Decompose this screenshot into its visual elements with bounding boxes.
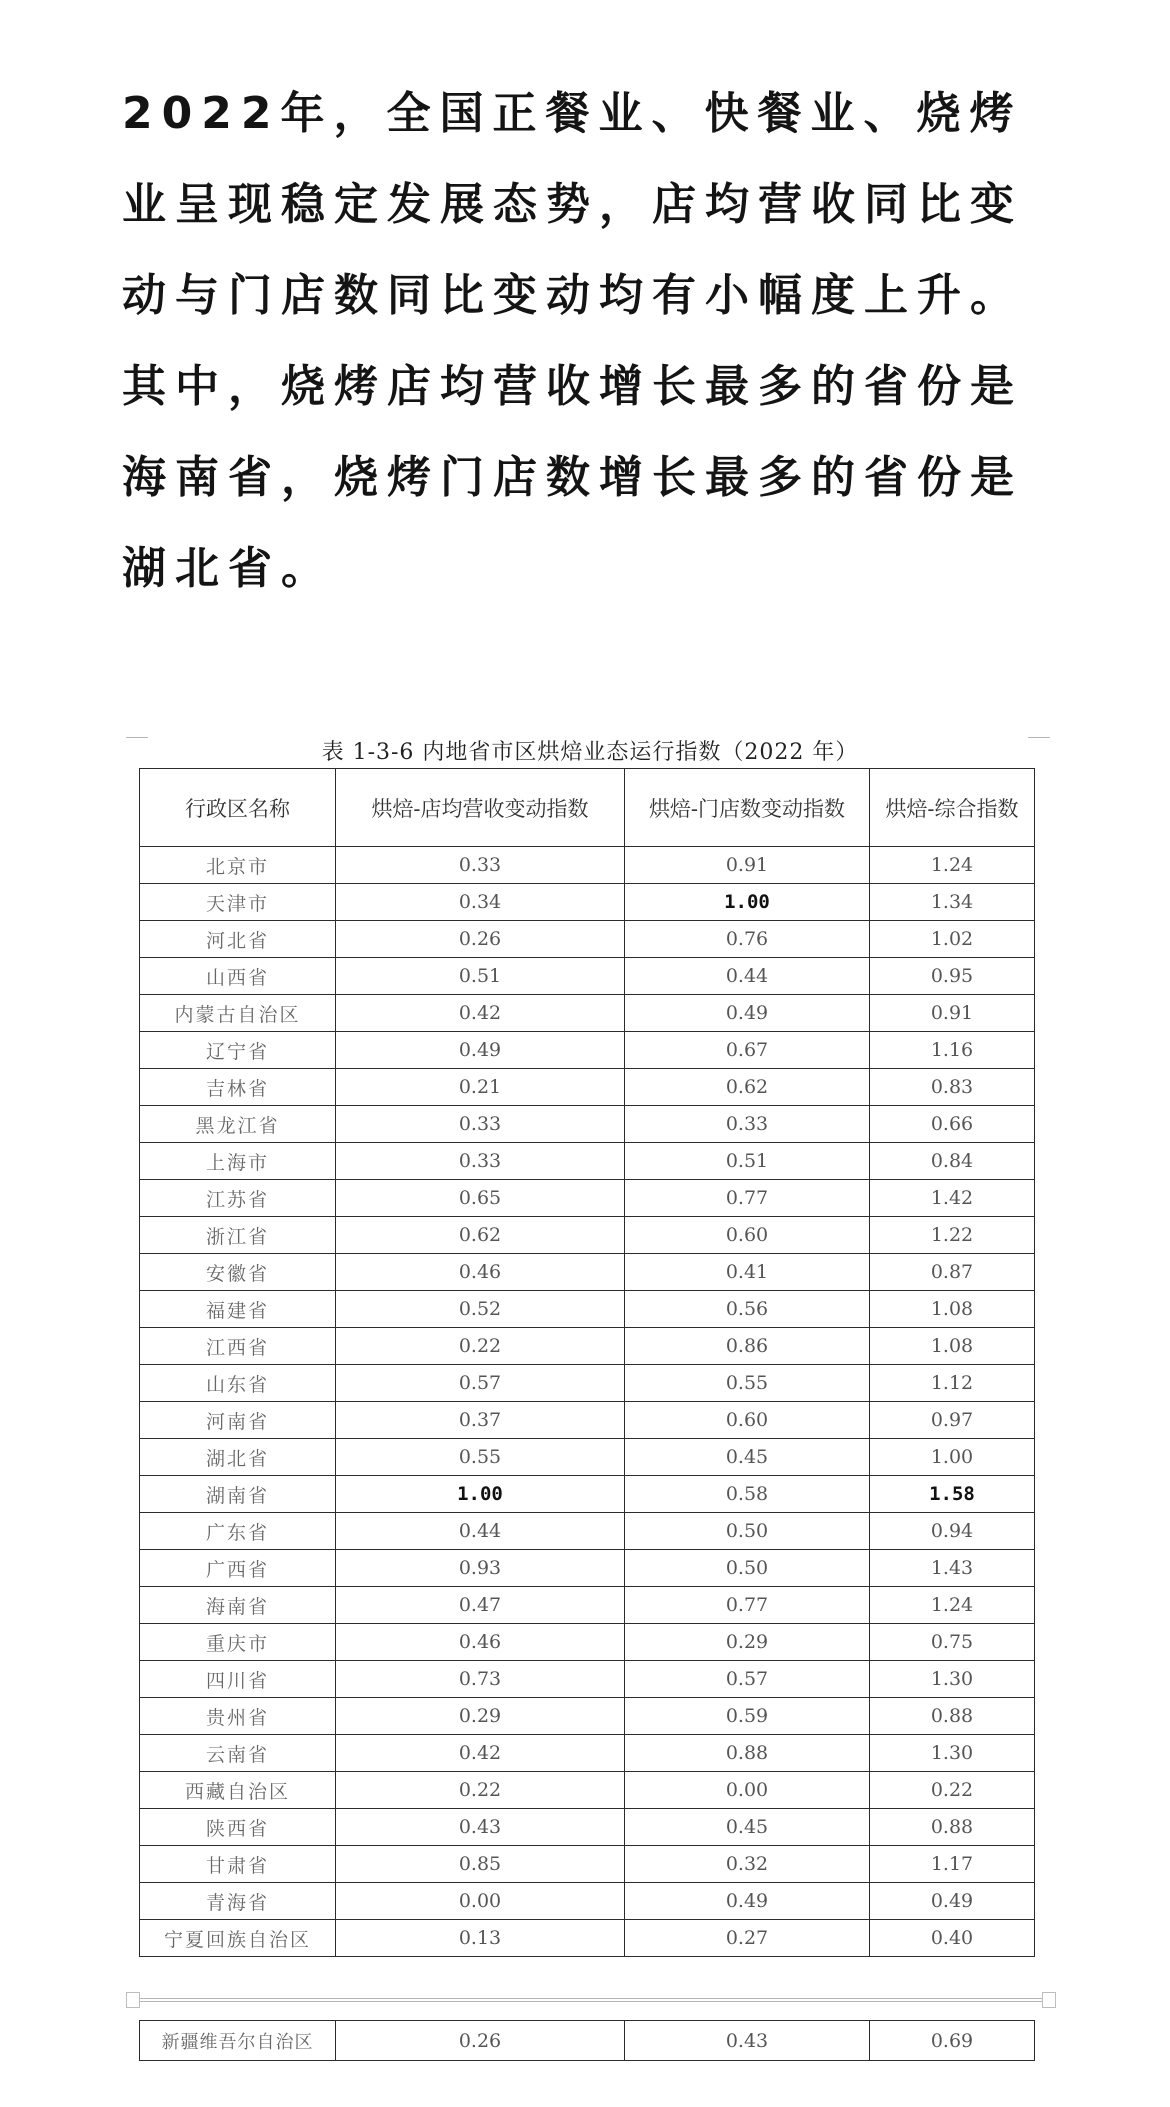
region-cell: 山西省 [140,958,336,995]
table-row [140,921,1035,958]
table-row [140,1032,1035,1069]
stores-cell: 0.62 [625,1069,870,1106]
table-row [140,1624,1035,1661]
table-row [140,1698,1035,1735]
revenue-cell: 0.43 [336,1809,625,1846]
stores-cell: 0.27 [625,1920,870,1957]
stores-cell: 0.50 [625,1550,870,1587]
page-break-marker [130,1998,1052,2016]
table-body [140,847,1035,1957]
stores-cell: 0.32 [625,1846,870,1883]
stores-cell: 0.56 [625,1291,870,1328]
composite-cell: 1.30 [870,1735,1035,1772]
revenue-cell: 0.55 [336,1439,625,1476]
revenue-cell: 0.26 [336,2021,625,2061]
composite-cell: 1.02 [870,921,1035,958]
region-cell: 辽宁省 [140,1032,336,1069]
table-row [140,1550,1035,1587]
region-cell: 吉林省 [140,1069,336,1106]
composite-cell: 1.30 [870,1661,1035,1698]
stores-cell: 0.77 [625,1587,870,1624]
stores-cell: 0.86 [625,1328,870,1365]
region-cell: 广西省 [140,1550,336,1587]
table-row [140,1920,1035,1957]
region-cell: 甘肃省 [140,1846,336,1883]
region-cell: 湖北省 [140,1439,336,1476]
index-table [139,768,1035,1957]
table-row [140,1217,1035,1254]
region-cell: 山东省 [140,1365,336,1402]
revenue-cell: 0.62 [336,1217,625,1254]
table-row [140,1587,1035,1624]
stores-cell: 0.57 [625,1661,870,1698]
stores-cell: 0.49 [625,1883,870,1920]
page-break-corner [1042,1992,1056,2008]
revenue-cell: 0.93 [336,1550,625,1587]
revenue-cell: 0.37 [336,1402,625,1439]
revenue-cell: 0.49 [336,1032,625,1069]
region-cell: 四川省 [140,1661,336,1698]
table-row [140,847,1035,884]
stores-cell: 0.88 [625,1735,870,1772]
revenue-cell: 0.26 [336,921,625,958]
composite-cell: 1.08 [870,1291,1035,1328]
stores-cell: 0.91 [625,847,870,884]
table-row [140,1476,1035,1513]
composite-cell: 0.88 [870,1698,1035,1735]
stores-cell: 0.67 [625,1032,870,1069]
table-row [140,1661,1035,1698]
table-caption: 表 1-3-6 内地省市区烘焙业态运行指数（2022 年） [321,740,859,765]
revenue-cell: 0.42 [336,1735,625,1772]
table-row [140,2021,1035,2061]
table-row [140,1883,1035,1920]
table-row [140,1180,1035,1217]
stores-cell: 0.58 [625,1476,870,1513]
revenue-cell: 0.34 [336,884,625,921]
table-row [140,995,1035,1032]
composite-cell: 0.94 [870,1513,1035,1550]
composite-cell: 0.69 [870,2021,1035,2061]
revenue-cell: 0.57 [336,1365,625,1402]
region-cell: 云南省 [140,1735,336,1772]
stores-cell: 0.50 [625,1513,870,1550]
scanned-table-image [120,715,1060,2107]
stores-cell: 0.55 [625,1365,870,1402]
revenue-cell: 0.46 [336,1254,625,1291]
table-row [140,1291,1035,1328]
header-composite-index: 烘焙-综合指数 [870,769,1035,847]
composite-cell: 0.87 [870,1254,1035,1291]
revenue-cell: 0.22 [336,1328,625,1365]
region-cell: 安徽省 [140,1254,336,1291]
region-cell: 河北省 [140,921,336,958]
composite-cell: 0.83 [870,1069,1035,1106]
table-row [140,1328,1035,1365]
table-row [140,884,1035,921]
composite-cell: 1.43 [870,1550,1035,1587]
table-row [140,1439,1035,1476]
revenue-cell: 0.13 [336,1920,625,1957]
region-cell: 河南省 [140,1402,336,1439]
revenue-cell: 0.73 [336,1661,625,1698]
stores-cell: 0.76 [625,921,870,958]
revenue-cell: 0.33 [336,1106,625,1143]
composite-cell: 1.58 [870,1476,1035,1513]
composite-cell: 1.22 [870,1217,1035,1254]
stores-cell: 0.41 [625,1254,870,1291]
page-break-corner [126,1992,140,2008]
stores-cell: 0.51 [625,1143,870,1180]
composite-cell: 1.08 [870,1328,1035,1365]
table-row [140,1772,1035,1809]
composite-cell: 1.24 [870,847,1035,884]
table-row [140,1365,1035,1402]
composite-cell: 0.84 [870,1143,1035,1180]
region-cell: 湖南省 [140,1476,336,1513]
composite-cell: 0.22 [870,1772,1035,1809]
table-row [140,1402,1035,1439]
table-row [140,1513,1035,1550]
region-cell: 江西省 [140,1328,336,1365]
region-cell: 陕西省 [140,1809,336,1846]
composite-cell: 0.66 [870,1106,1035,1143]
composite-cell: 1.12 [870,1365,1035,1402]
region-cell: 天津市 [140,884,336,921]
stores-cell: 0.59 [625,1698,870,1735]
stores-cell: 0.00 [625,1772,870,1809]
composite-cell: 1.17 [870,1846,1035,1883]
composite-cell: 1.16 [870,1032,1035,1069]
composite-cell: 0.91 [870,995,1035,1032]
region-cell: 贵州省 [140,1698,336,1735]
composite-cell: 1.42 [870,1180,1035,1217]
header-revenue-index: 烘焙-店均营收变动指数 [336,769,625,847]
composite-cell: 0.75 [870,1624,1035,1661]
stores-cell: 0.77 [625,1180,870,1217]
revenue-cell: 0.33 [336,847,625,884]
region-cell: 福建省 [140,1291,336,1328]
revenue-cell: 0.47 [336,1587,625,1624]
revenue-cell: 0.42 [336,995,625,1032]
table-row [140,1846,1035,1883]
revenue-cell: 0.46 [336,1624,625,1661]
stores-cell: 0.49 [625,995,870,1032]
stores-cell: 0.45 [625,1809,870,1846]
stores-cell: 0.45 [625,1439,870,1476]
header-store-index: 烘焙-门店数变动指数 [625,769,870,847]
region-cell: 宁夏回族自治区 [140,1920,336,1957]
region-cell: 海南省 [140,1587,336,1624]
table-row [140,1069,1035,1106]
revenue-cell: 0.22 [336,1772,625,1809]
composite-cell: 0.49 [870,1883,1035,1920]
table-row [140,1254,1035,1291]
region-cell: 西藏自治区 [140,1772,336,1809]
composite-cell: 0.88 [870,1809,1035,1846]
region-cell: 北京市 [140,847,336,884]
revenue-cell: 0.65 [336,1180,625,1217]
revenue-cell: 0.29 [336,1698,625,1735]
composite-cell: 1.00 [870,1439,1035,1476]
region-cell: 内蒙古自治区 [140,995,336,1032]
table-row [140,1106,1035,1143]
revenue-cell: 0.51 [336,958,625,995]
stores-cell: 0.44 [625,958,870,995]
stores-cell: 0.60 [625,1402,870,1439]
index-table-continued [139,2020,1035,2061]
revenue-cell: 0.21 [336,1069,625,1106]
revenue-cell: 0.52 [336,1291,625,1328]
header-region: 行政区名称 [140,769,336,847]
revenue-cell: 0.00 [336,1883,625,1920]
region-cell: 黑龙江省 [140,1106,336,1143]
stores-cell: 0.33 [625,1106,870,1143]
table-header-row [140,769,1035,847]
stores-cell: 0.43 [625,2021,870,2061]
region-cell: 广东省 [140,1513,336,1550]
stores-cell: 1.00 [625,884,870,921]
composite-cell: 1.34 [870,884,1035,921]
table-row [140,1143,1035,1180]
stores-cell: 0.60 [625,1217,870,1254]
revenue-cell: 0.44 [336,1513,625,1550]
region-cell: 新疆维吾尔自治区 [140,2021,336,2061]
composite-cell: 0.40 [870,1920,1035,1957]
region-cell: 江苏省 [140,1180,336,1217]
table-row [140,958,1035,995]
revenue-cell: 1.00 [336,1476,625,1513]
intro-paragraph: 2022年，全国正餐业、快餐业、烧烤业呈现稳定发展态势，店均营收同比变动与门店数同比变动均有小幅度上升。其中，烧烤店均营收增长最多的省份是海南省，烧烤门店数增长最多的省份是湖北省。 [122,88,1023,594]
composite-cell: 0.97 [870,1402,1035,1439]
revenue-cell: 0.85 [336,1846,625,1883]
table-row [140,1735,1035,1772]
stores-cell: 0.29 [625,1624,870,1661]
table-row [140,1809,1035,1846]
composite-cell: 0.95 [870,958,1035,995]
region-cell: 重庆市 [140,1624,336,1661]
revenue-cell: 0.33 [336,1143,625,1180]
region-cell: 青海省 [140,1883,336,1920]
region-cell: 上海市 [140,1143,336,1180]
region-cell: 浙江省 [140,1217,336,1254]
composite-cell: 1.24 [870,1587,1035,1624]
